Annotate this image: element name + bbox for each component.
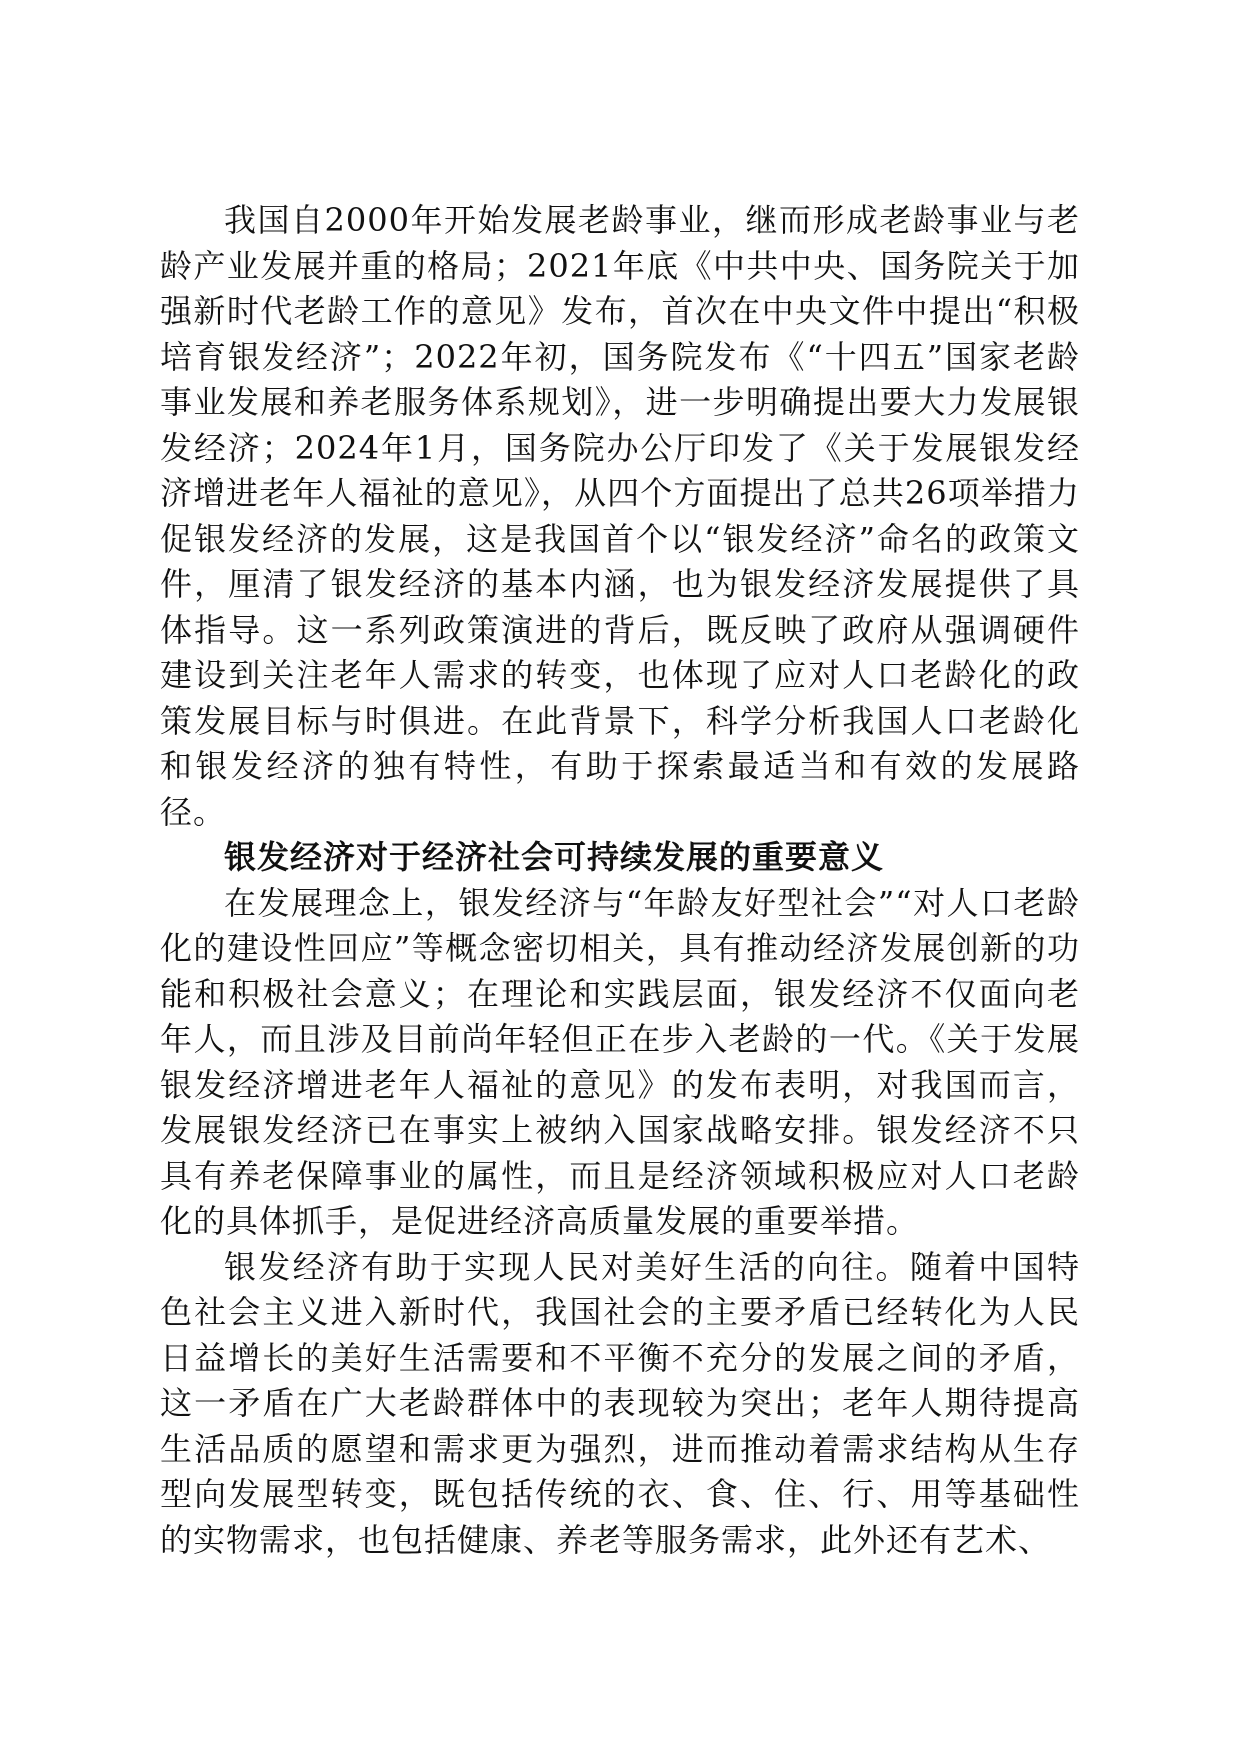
section-paragraph-2: 银发经济有助于实现人民对美好生活的向往。随着中国特色社会主义进入新时代，我国社会的主要矛盾已经转化为人民日益增长的美好生活需要和不平衡不充分的发展之间的矛盾，这一矛盾在广大老龄群体中的表现较为突出；老年人期待提高生活品质的愿望和需求更为强烈，进而推动着需求结构从生存型向发展型转变，既包括传统的衣、食、住、行、用等基础性的实物需求，也包括健康、养老等服务需求，此外还有艺术、 [160,1247,1080,1559]
section-heading: 银发经济对于经济社会可持续发展的重要意义 [224,838,885,876]
section-paragraph-1: 在发展理念上，银发经济与“年龄友好型社会”“对人口老龄化的建设性回应”等概念密切相关，具有推动经济发展创新的功能和积极社会意义；在理论和实践层面，银发经济不仅面向老年人，而且涉及目前尚年轻但正在步入老龄的一代。《关于发展银发经济增进老年人福祉的意见》的发布表明，对我国而言，发展银发经济已在事实上被纳入国家战略安排。银发经济不只具有养老保障事业的属性，而且是经济领域积极应对人口老龄化的具体抓手，是促进经济高质量发展的重要举措。 [160,883,1080,1240]
intro-paragraph: 我国自2000年开始发展老龄事业，继而形成老龄事业与老龄产业发展并重的格局；2021年底《中共中央、国务院关于加强新时代老龄工作的意见》发布，首次在中央文件中提出“积极培育银发经济”；2022年初，国务院发布《“十四五”国家老龄事业发展和养老服务体系规划》，进一步明确提出要大力发展银发经济；2024年1月，国务院办公厅印发了《关于发展银发经济增进老年人福祉的意见》，从四个方面提出了总共26项举措力促银发经济的发展，这是我国首个以“银发经济”命名的政策文件，厘清了银发经济的基本内涵，也为银发经济发展提供了具体指导。这一系列政策演进的背后，既反映了政府从强调硬件建设到关注老年人需求的转变，也体现了应对人口老龄化的政策发展目标与时俱进。在此背景下，科学分析我国人口老龄化和银发经济的独有特性，有助于探索最适当和有效的发展路径。 [160,201,1080,831]
document-body [160,198,1080,1563]
